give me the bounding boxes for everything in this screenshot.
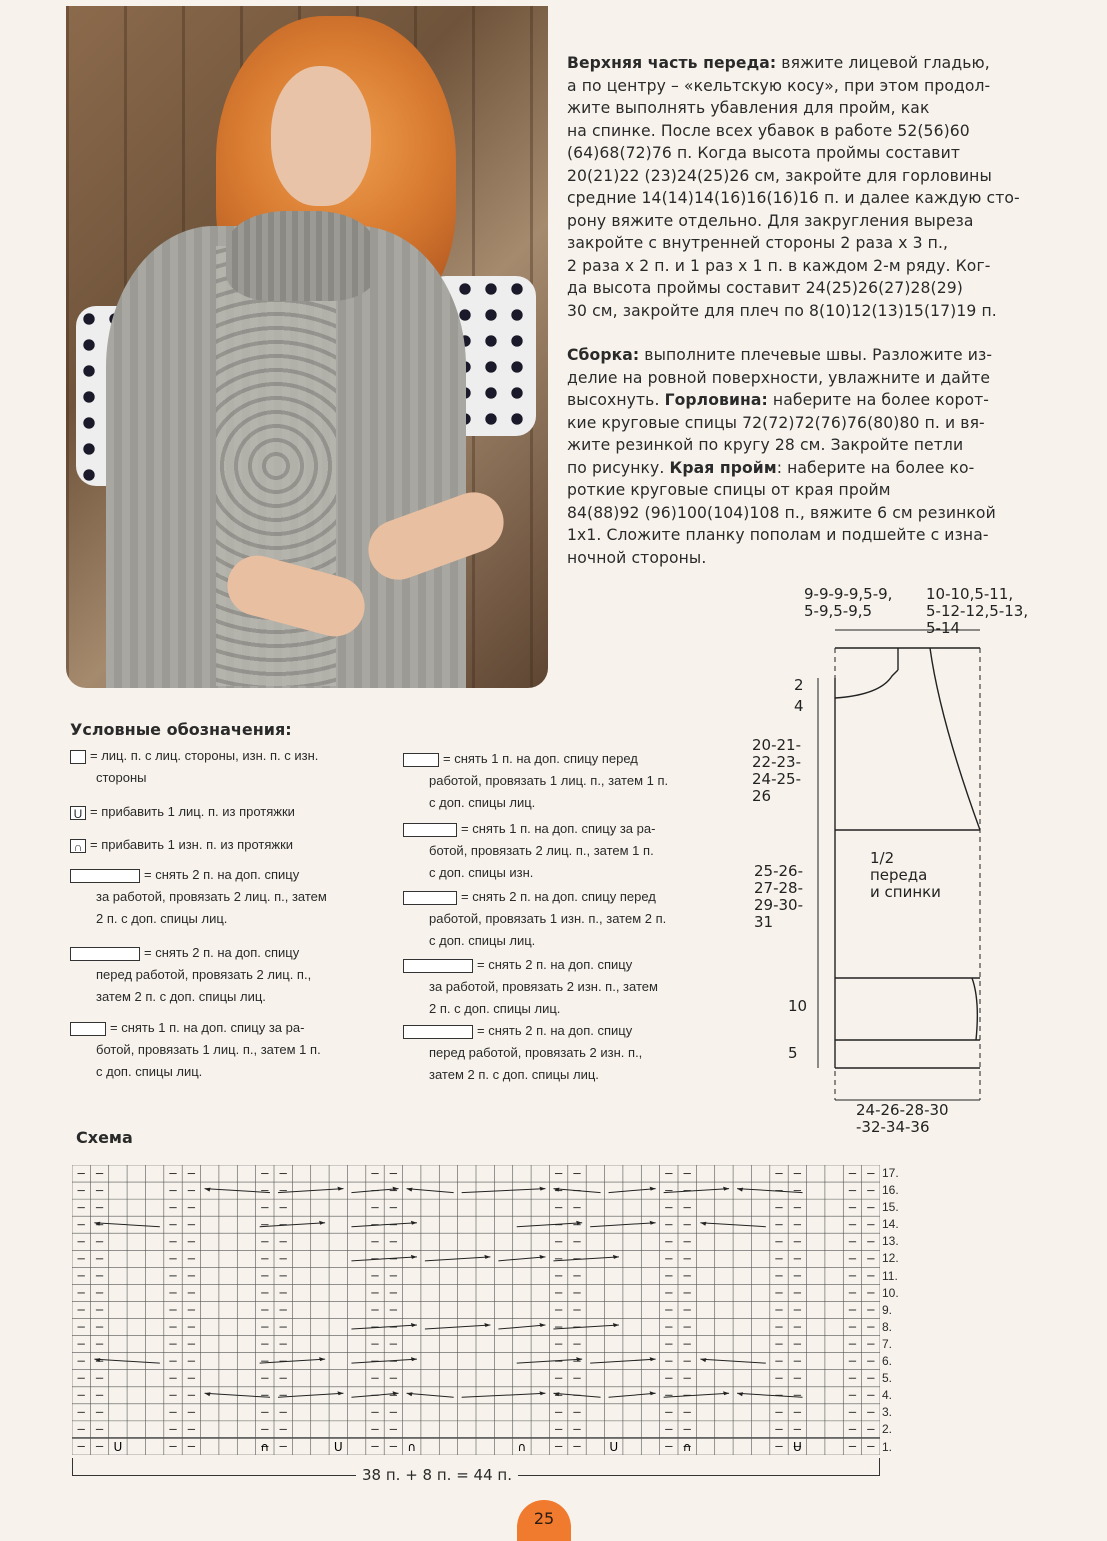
row-number: 6. <box>882 1354 893 1369</box>
legend-line: с доп. спицы лиц. <box>96 1064 203 1079</box>
row-number: 14. <box>882 1217 899 1232</box>
row-number: 11. <box>882 1268 898 1283</box>
cable-symbol <box>407 1188 454 1193</box>
legend-line: 2 п. с доп. спицы лиц. <box>429 1001 561 1016</box>
assembly-heading: Сборка: <box>567 346 640 364</box>
legend-line: ботой, провязать 2 лиц. п., затем 1 п. <box>429 843 654 858</box>
increase-purl-mark: ∩ <box>517 1440 527 1455</box>
legend-line: затем 2 п. с доп. спицы лиц. <box>429 1067 599 1082</box>
row-number: 4. <box>882 1388 893 1403</box>
page-number: 25 <box>517 1500 571 1541</box>
width-label: 24-26-28-30 -32-34-36 <box>856 1101 949 1136</box>
row-number: 7. <box>882 1336 893 1351</box>
slit-height-label: 10 <box>788 997 808 1015</box>
assembly-line: делие на ровной поверхности, увлажните и дайте <box>567 368 991 387</box>
assembly-line: 1х1. Сложите планку пополам и подшейте с изна- <box>567 526 989 544</box>
legend-t3b: = снять 1 п. на доп. спицу за ра- <box>403 818 655 839</box>
increase-purl-mark: ∩ <box>682 1440 692 1455</box>
front-line: да высота проймы составит 24(25)26(27)28(29) <box>567 279 963 297</box>
cable-symbol <box>351 1391 398 1397</box>
assembly-line: 84(88)92 (96)100(104)108 п., вяжите 6 см резинкой <box>567 503 996 522</box>
assembly-line: кие круговые спицы 72(72)72(76)76(80)80 п. и вя- <box>567 413 985 432</box>
row-number: 12. <box>882 1251 899 1266</box>
legend-line: работой, провязать 1 лиц. п., затем 1 п. <box>429 773 669 788</box>
legend-line: 2 п. с доп. спицы лиц. <box>96 911 228 926</box>
rib-height-label: 5 <box>788 1044 798 1062</box>
front-heading: Верхняя часть переда: <box>567 54 777 72</box>
row-number: 15. <box>882 1200 899 1215</box>
increase-knit-mark: U <box>609 1440 619 1455</box>
front-line: средние 14(14)14(16)16(16)16 п. и далее каждую сто- <box>567 189 1020 207</box>
garment-diagram <box>740 580 1070 1140</box>
neck-depth-2-label: 2 <box>794 676 804 694</box>
increase-purl-mark: ∩ <box>407 1440 417 1455</box>
front-line: вяжите лицевой гладью, <box>776 54 990 72</box>
legend-line: с доп. спицы лиц. <box>429 795 536 810</box>
legend-line: перед работой, провязать 2 изн. п., <box>429 1045 643 1060</box>
legend-t4f: = снять 2 п. на доп. спицу <box>403 1020 632 1041</box>
front-line: рону вяжите отдельно. Для закругления выреза <box>567 211 974 230</box>
row-number: 13. <box>882 1234 899 1249</box>
front-line: жите выполнять убавления для пройм, как <box>567 99 930 117</box>
row-number: 1. <box>882 1439 893 1454</box>
legend-t4b: = снять 2 п. на доп. спицу <box>403 954 632 975</box>
cable-symbol <box>351 1187 398 1193</box>
legend-line: ботой, провязать 1 лиц. п., затем 1 п. <box>96 1042 321 1057</box>
cable-symbol <box>498 1323 545 1329</box>
front-line: на спинке. После всех убавок в работе 52(56)60 <box>567 121 970 140</box>
assembly-line: жите резинкой по кругу 28 см. Закройте петли <box>567 436 964 454</box>
assembly-line: : наберите на более ко- <box>776 458 975 477</box>
legend-title: Условные обозначения: <box>70 720 292 739</box>
row-number: 2. <box>882 1422 893 1437</box>
legend-line: с доп. спицы лиц. <box>429 933 536 948</box>
increase-purl-mark: ∩ <box>260 1440 270 1455</box>
increase-knit-mark: U <box>792 1440 802 1455</box>
armhole-height-label: 20-21- 22-23- 24-25- 26 <box>752 736 801 805</box>
legend-c2f: = снять 1 п. на доп. спицу перед <box>403 748 638 769</box>
legend-inc-knit: U = прибавить 1 лиц. п. из протяжки <box>70 801 295 822</box>
legend-line: работой, провязать 1 изн. п., затем 2 п. <box>429 911 667 926</box>
legend-line: за работой, провязать 2 лиц. п., затем <box>96 889 327 904</box>
legend-c4b: = снять 2 п. на доп. спицу <box>70 864 299 885</box>
front-instructions <box>567 52 1047 322</box>
legend-c4f: = снять 2 п. на доп. спицу <box>70 942 299 963</box>
cable-symbol <box>407 1392 454 1397</box>
legend-inc-purl: ∩ = прибавить 1 изн. п. из протяжки <box>70 834 293 855</box>
row-number: 9. <box>882 1302 893 1317</box>
legend-t3f: = снять 2 п. на доп. спицу перед <box>403 886 656 907</box>
neckline-heading: Горловина: <box>664 391 768 409</box>
front-line: 2 раза х 2 п. и 1 раз х 1 п. в каждом 2-м ряду. Ког- <box>567 256 991 275</box>
cable-symbol <box>462 1187 546 1193</box>
front-line: 30 см, закройте для плеч по 8(10)12(13)15(17)19 п. <box>567 301 997 320</box>
row-numbers <box>882 1165 912 1456</box>
assembly-line: по рисунку. <box>567 458 670 477</box>
row-number: 3. <box>882 1405 893 1420</box>
assembly-line: ночной стороны. <box>567 548 707 567</box>
assembly-instructions <box>567 344 1047 569</box>
assembly-line: роткие круговые спицы от края пройм <box>567 481 891 499</box>
cable-symbol <box>498 1255 545 1261</box>
model-photo <box>66 6 548 688</box>
assembly-line: наберите на более корот- <box>767 391 990 409</box>
increase-knit-mark: U <box>113 1440 123 1455</box>
schema-title: Схема <box>76 1128 133 1147</box>
stitch-count-label: 38 п. + 8 п. = 44 п. <box>356 1466 518 1484</box>
armhole-heading: Края пройм <box>669 458 777 477</box>
row-number: 16. <box>882 1183 899 1198</box>
knitting-chart <box>72 1165 880 1455</box>
neck-depth-4-label: 4 <box>794 697 804 715</box>
legend-knit: = лиц. п. с лиц. стороны, изн. п. с изн. <box>70 745 318 766</box>
chart-grid <box>72 1165 880 1455</box>
cable-symbol <box>462 1391 546 1397</box>
row-number: 17. <box>882 1166 899 1180</box>
piece-label: 1/2 переда и спинки <box>870 849 941 901</box>
increase-knit-mark: U <box>333 1440 343 1455</box>
row-number: 8. <box>882 1319 893 1334</box>
cable-symbol <box>553 1392 600 1397</box>
cable-symbol <box>609 1187 656 1193</box>
legend-c2b: = снять 1 п. на доп. спицу за ра- <box>70 1017 304 1038</box>
legend-knit-cont: стороны <box>96 770 147 785</box>
row-number: 5. <box>882 1371 893 1386</box>
front-line: (64)68(72)76 п. Когда высота проймы составит <box>567 144 961 162</box>
front-line: а по центру – «кельтскую косу», при этом продол- <box>567 76 991 95</box>
cable-symbol <box>609 1391 656 1397</box>
legend-line: с доп. спицы изн. <box>429 865 534 880</box>
legend-line: затем 2 п. с доп. спицы лиц. <box>96 989 266 1004</box>
front-line: 20(21)22 (23)24(25)26 см, закройте для горловины <box>567 166 992 185</box>
row-number: 10. <box>882 1285 899 1300</box>
assembly-line: высохнуть. <box>567 391 665 409</box>
assembly-line: выполните плечевые швы. Разложите из- <box>639 346 993 364</box>
front-line: закройте с внутренней стороны 2 раза х 3 п., <box>567 234 949 252</box>
body-height-label: 25-26- 27-28- 29-30- 31 <box>754 862 803 931</box>
shoulder-width-label: 9-9-9-9,5-9, 5-9,5-9,5 <box>804 585 893 620</box>
neck-width-label: 10-10,5-11, 5-12-12,5-13, 5-14 <box>926 585 1029 637</box>
legend-line: перед работой, провязать 2 лиц. п., <box>96 967 312 982</box>
legend-line: за работой, провязать 2 изн. п., затем <box>429 979 658 994</box>
